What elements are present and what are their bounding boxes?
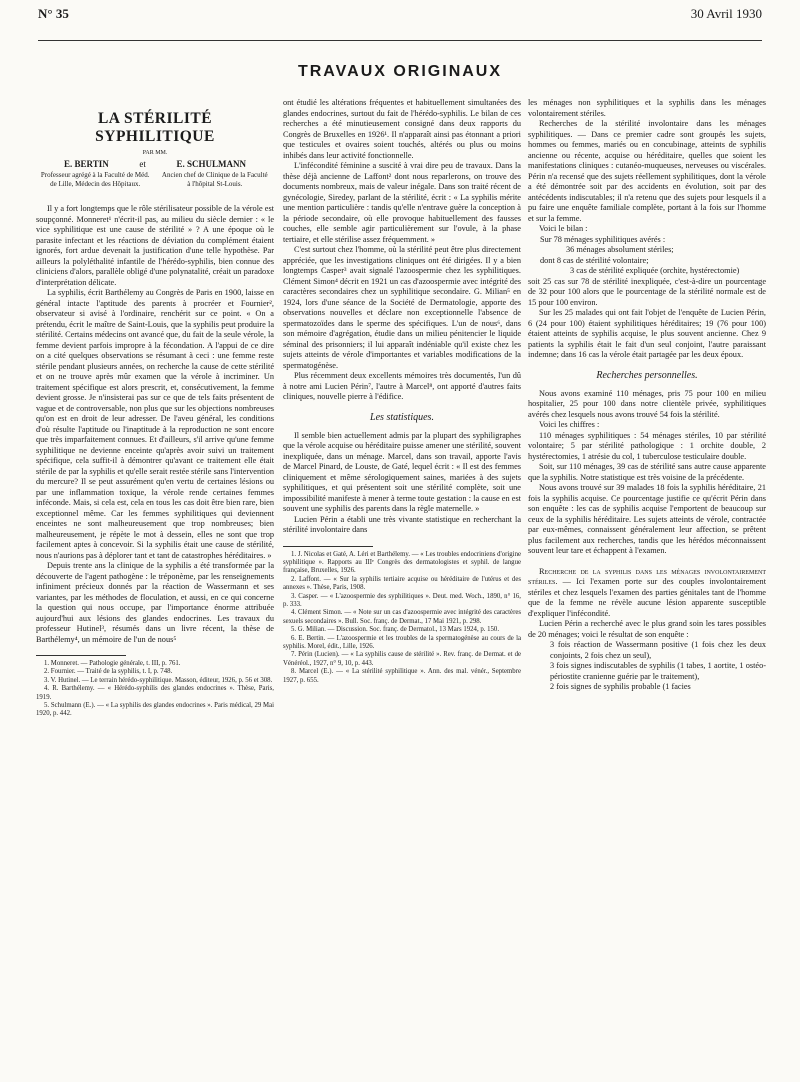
authors (36, 159, 274, 169)
affiliation-bertin: Professeur agrégé à la Faculté de Méd. de Lille, Médecin des Hôpitaux. (40, 171, 150, 188)
footnote: 6. E. Bertin. — L'azoospermie et les troubles de la spermatogénèse au cours de la syphilis. Morel, édit., Lille, 1926. (283, 634, 521, 650)
paragraph: Soit, sur 110 ménages, 39 cas de stérilité sans autre cause apparente que la syphilis. Notre statistique est très voisine de la précédente. (528, 462, 766, 482)
paragraph: ont étudié les altérations fréquentes et habituellement simultanées des glandes endocrines, surtout du fait de l'hérédo-syphilis. Le bilan de ces recherches a été minutieusement consigné dans deux rapports du Congrès de Bruxelles en 1926¹. Il n'apparaît ainsi pas étonnant a priori que testicules et ovaires soient touchés, altérés ou plus ou moins inhibés dans leur activité fonctionnelle. (283, 98, 521, 160)
paragraph: les ménages non syphilitiques et la syphilis dans les ménages volontairement stériles. (528, 98, 766, 118)
paragraph (528, 567, 766, 620)
par-mm: PAR MM. (142, 150, 168, 156)
paragraph: Plus récemment deux excellents mémoires très documentés, l'un dû à notre ami Lucien Périn⁷, l'autre à Marcel⁸, ont apporté d'autres faits cliniques, nouvelle pierre à l'édifice. (283, 371, 521, 401)
footnote-rule (283, 546, 373, 547)
paragraph: soit 25 cas sur 78 de stérilité inexpliquée, c'est-à-dire un pourcentage de 32 pour 100 alors que le pourcentage de la stérilité normale est de 15 pour 100 environ. (528, 276, 766, 307)
footnote: 4. R. Barthélemy. — « Hérédo-syphilis des glandes endocrines ». Thèse, Paris, 1919. (36, 685, 274, 701)
exam-line: 3 fois réaction de Wassermann positive (1 fois chez les deux conjoints, 2 fois chez un seul), (550, 640, 766, 660)
footnote: 8. Marcel (E.). — « La stérilité syphilitique ». Ann. des mal. vénér., Septembre 1927, p. 655. (283, 668, 521, 684)
bilan-line: dont 8 cas de stérilité volontaire; (540, 255, 649, 265)
affiliation-schulmann: Ancien chef de Clinique de la Faculté à l'hôpital St-Louis. (161, 171, 268, 188)
bilan-list (528, 235, 766, 277)
section-title: TRAVAUX ORIGINAUX (297, 63, 503, 80)
bilan-line: 36 ménages absolument stériles; (566, 245, 674, 254)
footnotes (36, 660, 274, 719)
footnote: 2. Fournier. — Traité de la syphilis, t. I, p. 748. (44, 668, 173, 676)
footnotes (283, 551, 521, 686)
paragraph: C'est surtout chez l'homme, où la stérilité peut être plus directement appréciée, que les investigations cliniques ont été dirigées. Il y a bien longtemps Casper³ avait signalé l'azoospermie chez les syphilitiques. Clément Simon⁴ décrit en 1921 un cas d'azoospermie avec intégrité des caractères secondaires chez un syphilitique secondaire. G. Milian⁵ en 1924, lors d'une séance de la Société de Dermatologie, apporte des observations nouvelles et déclare non exceptionnelle l'absence de spermatozoïdes dans le sperme des spécifiques. L'un de nous⁶, dans son mémoire d'agrégation, étudie dans un milieu pénitencier le liquide séminal des prisonniers; il lui apparaît indéniable qu'il existe chez les sujets atteints de vérole d'importantes et variables modifications de la spermatogénèse. (283, 245, 521, 370)
paragraph: Nous avons trouvé sur 39 malades 18 fois la syphilis héréditaire, 21 fois la syphilis acquise. Ce pourcentage justifie ce qu'écrit Périn dans son enquête : les cas de syphilis acquise l'emportent de beaucoup sur ceux de la syphilis héréditaire. Les sujets atteints de vérole, contractée par eux-mêmes, connaissent généralement leur affection, se prêtent plus facilement aux recherches, tandis que les hérédos méconnaissent souvent leur tare et échappent à l'examen. (528, 483, 766, 555)
paragraph: La syphilis, écrit Barthélemy au Congrès de Paris en 1900, laisse en général intacte l'aptitude des parents à procréer et Fournier², observateur si avisé à l'ordinaire, renchérit sur ce point. « On a prétendu, écrit le maître de Saint-Louis, que la syphilis peut produire la stérilité. Certains médecins ont avancé que, du fait de la seule vérole, la femme devient parfois impropre à la fécondation. A l'appui de ce dire on a cité quelques observations se résumant à ceci : une femme reste stérile pendant plusieurs années, on recherche la cause de cette stérilité et on ne trouve après mûr examen que la vérole à incriminer. Un traitement spécifique est alors prescrit, et, consécutivement, la femme devient grosse. Je n'insisterai pas sur ce que de tels faits présentent de vague et de controversable, non plus que sur les objections nombreuses qu'on est en droit de leur adresser. De l'aveu général, les conditions d'où résulte l'aptitude ou l'inaptitude à la reproduction ne sont encore que très imparfaitement connues. Et d'ailleurs, s'il arrive qu'une femme syphilitique ne devienne enceinte qu'après avoir suivi un traitement spécifique, cela suffit-il à démontrer qu'avant ce traitement elle était stérile de par la syphilis et qu'elle serait restée stérile sans l'intervention du mercure? Il se peut assurément qu'en vertu de certaines lésions ou par une inflammation toxique, la vérole rende certaines femmes inféconde. Mais, si cela est, cela en tous les cas doit être bien rare, bien exceptionnel même. Car les femmes syphilitiques qui deviennent enceintes ne sont malheureusement que trop nombreuses; bien malheureusement, je répète le mot à dessein, elles ne sont que trop facilement aptes à concevoir. Si la syphilis était une cause de stérilité, nous n'aurions pas à déplorer tant et tant de catastrophes héréditaires. » (36, 288, 274, 560)
subheading-recherches-personnelles: Recherches personnelles. (596, 369, 698, 381)
paragraph: Lucien Périn a recherché avec le plus grand soin les tares possibles de 20 ménages; voici le résultat de son enquête : (528, 619, 766, 639)
subheading-statistiques: Les statistiques. (370, 411, 434, 423)
article-title: LA STÉRILITÉ SYPHILITIQUE (95, 110, 215, 145)
bilan-line: 3 cas de stérilité expliquée (orchite, hystérectomie) (570, 266, 740, 275)
paragraph: Voici le bilan : (539, 224, 588, 233)
author-bertin: E. BERTIN (64, 159, 109, 169)
paragraph: Recherches de la stérilité involontaire dans les ménages syphilitiques. — Dans ce premier cadre sont groupés les sujets, hommes ou femmes, mariés ou en concubinage, atteints de syphilis ancienne ou récente, acquise ou héréditaire, quelles que soient les manifestations cliniques : cutanéo-muqueuses, nerveuses ou viscérales. Périn n'a recensé que des sujets réellement syphilitiques, dont la vérole a été démontrée soit par des accidents en évolution, soit par des antécédents indiscutables; il n'a retenu que des sujets pour lesquels il a pu faire une enquête familiale complète, portant à la fois sur l'homme et sur la femme. (528, 119, 766, 223)
paragraph: Sur les 25 malades qui ont fait l'objet de l'enquête de Lucien Périn, 6 (24 pour 100) étaient syphilitiques héréditaires; 19 (76 pour 100) étaient atteints de syphilis acquise, le plus souvent ancienne. Chez 9 patients la syphilis était le fait d'un seul conjoint, l'autre paraissant indemne; dans 16 cas la vérole était partagée par les deux époux. (528, 308, 766, 359)
column-1 (36, 98, 274, 719)
footnote: 5. Schulmann (E.). — « La syphilis des glandes endocrines ». Paris médical, 29 Mai 1920, p. 442. (36, 702, 274, 718)
footnote-rule (36, 655, 126, 656)
footnote: 3. V. Hutinel. — Le terrain hérédo-syphilitique. Masson, éditeur, 1926, p. 56 et 308. (44, 676, 273, 684)
footnote: 4. Clément Simon. — « Note sur un cas d'azoospermie avec intégrité des caractères sexuels secondaires ». Bull. Soc. franç. de Dermat., 17 Mai 1921, p. 298. (283, 609, 521, 625)
author-et: et (139, 159, 146, 169)
paragraph: Depuis trente ans la clinique de la syphilis a été transformée par la découverte de l'agent pathogène : le tréponème, par les renseignements infiniment précieux donnés par la réaction de Wassermann et ses variantes, par les méthodes de floculation, et aussi, en ce qui concerne la question qui nous occupe, par l'importance énorme attribuée aujourd'hui aux lésions des glandes endocrines. Les travaux du professeur Hutinel³, résumés dans un livre récent, la thèse de Barthélemy⁴, un mémoire de l'un de nous⁵ (36, 561, 274, 644)
footnote: 7. Périn (Lucien). — « La syphilis cause de stérilité ». Rev. franç. de Dermat. et de Vénéréol., 1927, n° 9, 10, p. 443. (283, 651, 521, 667)
paragraph: Lucien Périn a établi une très vivante statistique en recherchant la stérilité involontaire dans (283, 514, 521, 534)
bilan-line: Sur 78 ménages syphilitiques avérés : (540, 234, 666, 244)
issue-date: 30 Avril 1930 (690, 6, 762, 21)
paragraph: L'infécondité féminine a suscité à vrai dire peu de travaux. Dans la thèse déjà ancienne de Laffont² dont nous reparlerons, on trouve des documents nombreux, mais de valeur inégale. Dans son traité récent de gynécologie, Siredey, parlant de la stérilité, écrit : « La syphilis mérite une mention particulière : tandis qu'elle n'entrave guère la conception à la période secondaire, où elle provoque habituellement des fausses couches, elle semble agir particulièrement sur l'ovule, à la phase tertiaire, et elle stérilise assez fréquemment. » (283, 161, 521, 244)
paragraph-text: — Ici l'examen porte sur des couples involontairement stériles et chez lesquels l'examen des parties génitales tant de l'homme que de la femme ne révèle aucune lésion apparente susceptible d'expliquer l'infécondité. (528, 577, 766, 618)
author-schulmann: E. SCHULMANN (176, 159, 246, 169)
issue-number: N° 35 (38, 6, 69, 21)
header-rule (38, 40, 762, 41)
paragraph: Voici les chiffres : (539, 420, 600, 429)
footnote: 1. Monneret. — Pathologie générale, t. III, p. 761. (44, 660, 181, 667)
paragraph: 110 ménages syphilitiques : 54 ménages stériles, 10 par stérilité volontaire; 5 par stérilité pathologique : 1 orchite double, 2 hystérectomies, 1 atrésie du col, 1 tuberculose testiculaire double. (528, 430, 766, 461)
paragraph: Il y a fort longtemps que le rôle stérilisateur possible de la vérole est soupçonné. Monneret¹ n'écrit-il pas, au milieu du siècle dernier : « le vice syphilitique est une cause de stérilité » ? A une époque où le parasite infectant et les réactions de déviation du complément étaient ignorés, fort ardue devenait la justification d'une telle hypothèse. Par ailleurs la polyléthalité infantile de l'hérédo-syphilis, bien connue des cliniciens d'alors, parallèle obligé d'une polynatalité, créait un paradoxe d'interprétation délicate. (36, 204, 274, 287)
run-in-heading: Recherche de la syphilis dans les ménages involontairement stériles. (528, 566, 766, 586)
page-header (38, 6, 762, 28)
exam-line: 3 fois signes indiscutables de syphilis (1 tabes, 1 aortite, 1 ostéo-périostite cranienne guérie par le traitement), (550, 661, 766, 681)
column-2 (283, 98, 521, 685)
footnote: 2. Laffont. — « Sur la syphilis tertiaire acquise ou héréditaire de l'utérus et des annexes ». Thèse, Paris, 1908. (283, 575, 521, 592)
footnote: 5. G. Milian. — Discussion. Soc. franç. de Dermatol., 13 Mars 1924, p. 150. (291, 626, 500, 634)
exam-results (528, 640, 766, 693)
exam-line: 2 fois signes de syphilis probable (1 facies (550, 682, 691, 691)
footnote: 1. J. Nicolas et Gaté, A. Léri et Barthélemy. — « Les troubles endocriniens d'origine syphilitique ». Rapports au IIIᵉ Congrès des dermatologistes et syphil. de langue française, Bruxelles, 1926. (283, 550, 521, 575)
paragraph: Il semble bien actuellement admis par la plupart des syphiligraphes que la vérole acquise ou héréditaire puisse amener une stérilité, souvent inexpliquée, dans un ménage. Marcel, dans son travail, apporte l'avis de Marcel Pinard, de Louste, de Gaté, lequel écrit : « Il est des femmes cliniquement et même sérologiquement saines, mariées à des sujets syphilitiques, et qui présentent soit une stérilité complète, soit une impossibilité manifeste à mener à terme toute gestation : la cause en est souvent une syphilis des parents dans la règle maternelle. » (283, 430, 521, 513)
paragraph: Nous avons examiné 110 ménages, pris 75 pour 100 en milieu hospitalier, 25 pour 100 dans notre clientèle privée, syphilitiques avérés chez lesquels nous avons trouvé 54 fois la stérilité. (528, 388, 766, 419)
footnote: 3. Casper. — « L'azoospermie des syphilitiques ». Deut. med. Woch., 1890, n° 16, p. 333. (283, 592, 521, 608)
column-3 (528, 98, 766, 693)
affiliations (36, 171, 274, 188)
